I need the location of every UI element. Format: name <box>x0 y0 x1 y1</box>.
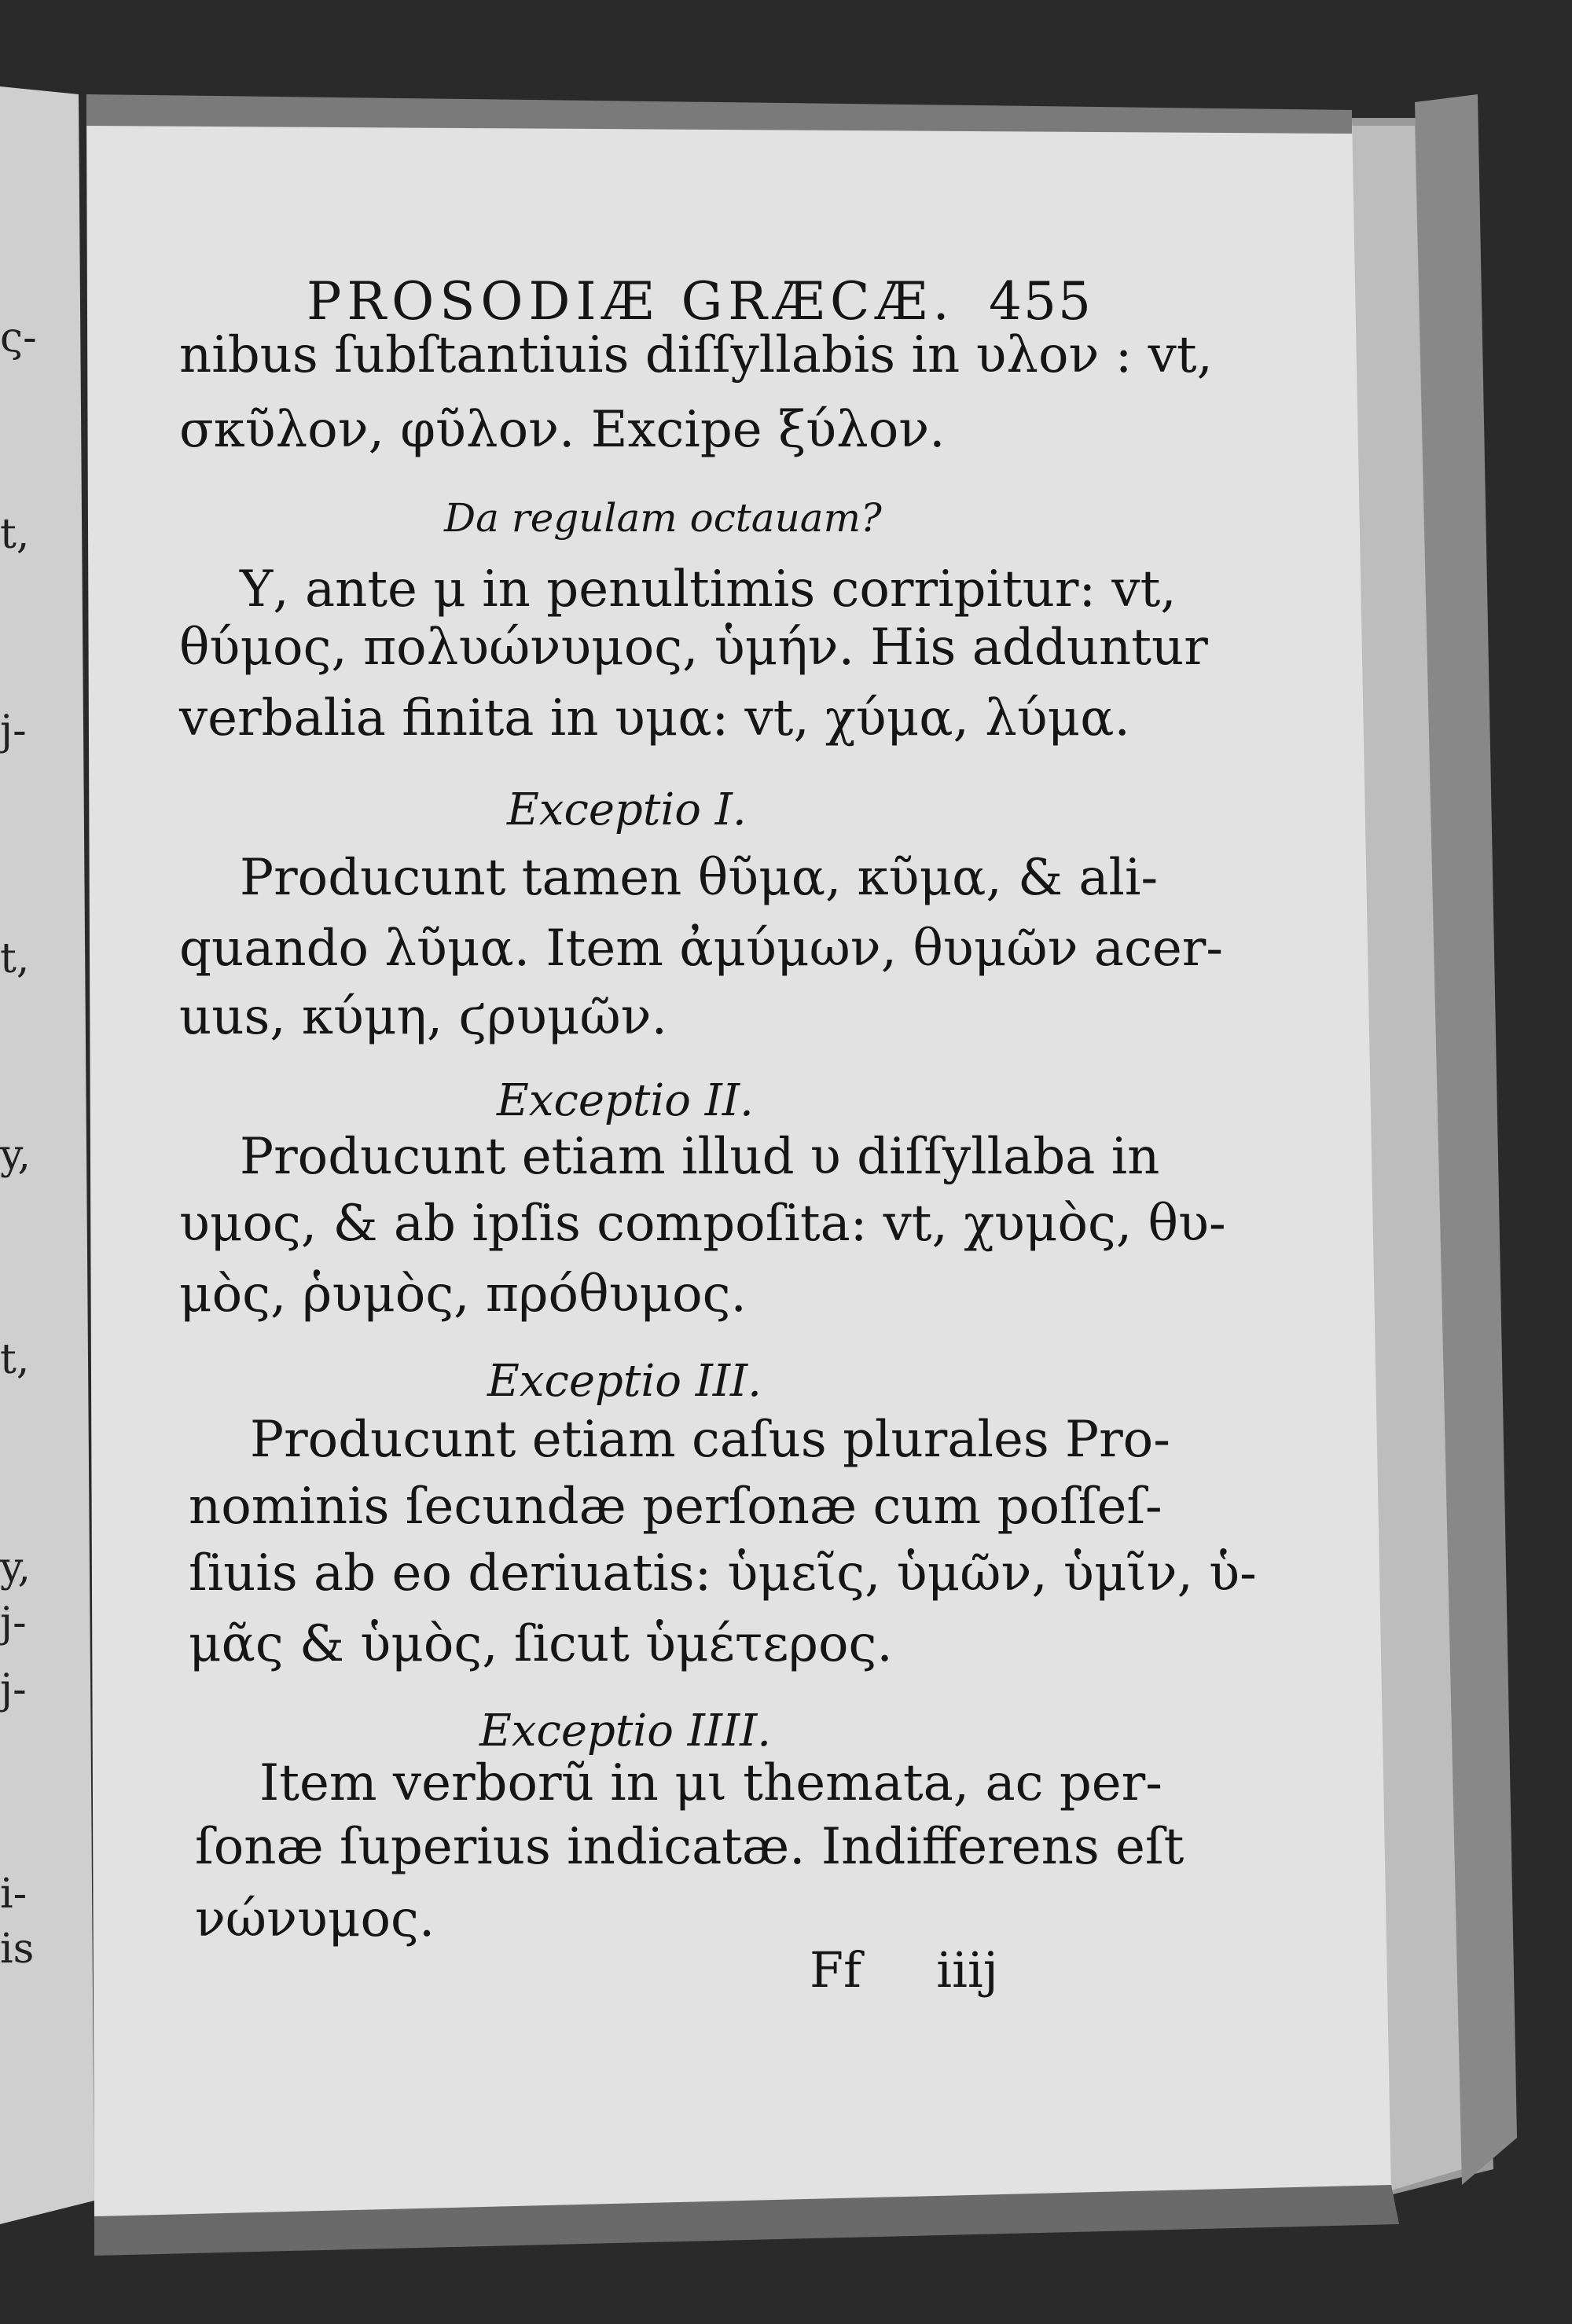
text-line: Item verborũ in μι themata, ac per- <box>259 1754 1162 1812</box>
text-line: uus, κύμη, ϛρυμῶν. <box>179 988 667 1046</box>
text-line: Producunt etiam caſus plurales Pro- <box>250 1411 1170 1469</box>
section-heading: Exceptio IIII. <box>479 1705 772 1757</box>
margin-fragment: j- <box>0 707 27 754</box>
margin-fragment: t, <box>0 511 30 558</box>
margin-fragment: i- <box>0 1871 28 1918</box>
page-number: 455 <box>989 271 1093 332</box>
text-line: quando λῦμα. Item ἀμύμων, θυμῶν acer- <box>179 920 1223 978</box>
text-line: μᾶς & ὑμὸς, ſicut ὑμέτερος. <box>189 1615 893 1673</box>
signature-numeral: iiij <box>936 1941 998 1999</box>
section-heading: Exceptio I. <box>507 784 747 835</box>
margin-fragment: j- <box>0 1599 27 1647</box>
text-line: θύμος, πολυώνυμος, ὑμήν. His adduntur <box>179 619 1208 677</box>
section-heading: Exceptio II. <box>497 1075 754 1126</box>
margin-fragment: y, <box>0 1132 31 1179</box>
text-line: verbalia finita in υμα: vt, χύμα, λύμα. <box>179 689 1130 747</box>
margin-fragment: y, <box>0 1544 31 1592</box>
text-line: Producunt tamen θῦμα, κῦμα, & ali- <box>240 849 1159 907</box>
margin-fragment: t, <box>0 1336 30 1383</box>
text-line: ſonæ ſuperius indicatæ. Indifferens eſt <box>195 1818 1185 1876</box>
running-header <box>307 271 1093 332</box>
margin-fragment: is <box>0 1926 35 1973</box>
text-line: ſiuis ab eo deriuatis: ὑμεῖς, ὑμῶν, ὑμῖν, ὑ- <box>189 1544 1257 1603</box>
margin-fragment: t, <box>0 935 30 982</box>
margin-fragment: j- <box>0 1666 27 1713</box>
text-line: nominis ſecundæ perſonæ cum poſſeſ- <box>189 1478 1162 1536</box>
margin-fragment: ς- <box>0 314 37 362</box>
running-title: PROSODIÆ GRÆCÆ. <box>307 271 955 332</box>
signature-mark <box>810 1941 998 1999</box>
text-line: Υ, ante μ in penultimis corripitur: vt, <box>240 560 1177 619</box>
section-heading: Exceptio III. <box>487 1356 762 1407</box>
signature-letters: Ff <box>810 1941 861 1999</box>
text-line: nibus ſubſtantiuis diſſyllabis in υλον : vt, <box>179 326 1213 384</box>
text-line: μὸς, ῥυμὸς, πρόθυμος. <box>179 1265 747 1324</box>
section-heading: Da regulam octauam? <box>444 495 882 541</box>
text-line: νώνυμος. <box>195 1890 435 1948</box>
text-line: υμος, & ab ipſis compoſita: vt, χυμὸς, θυ- <box>179 1195 1226 1253</box>
text-line: Producunt etiam illud υ diſſyllaba in <box>240 1128 1160 1186</box>
text-line: σκῦλον, φῦλον. Excipe ξύλον. <box>179 401 946 459</box>
